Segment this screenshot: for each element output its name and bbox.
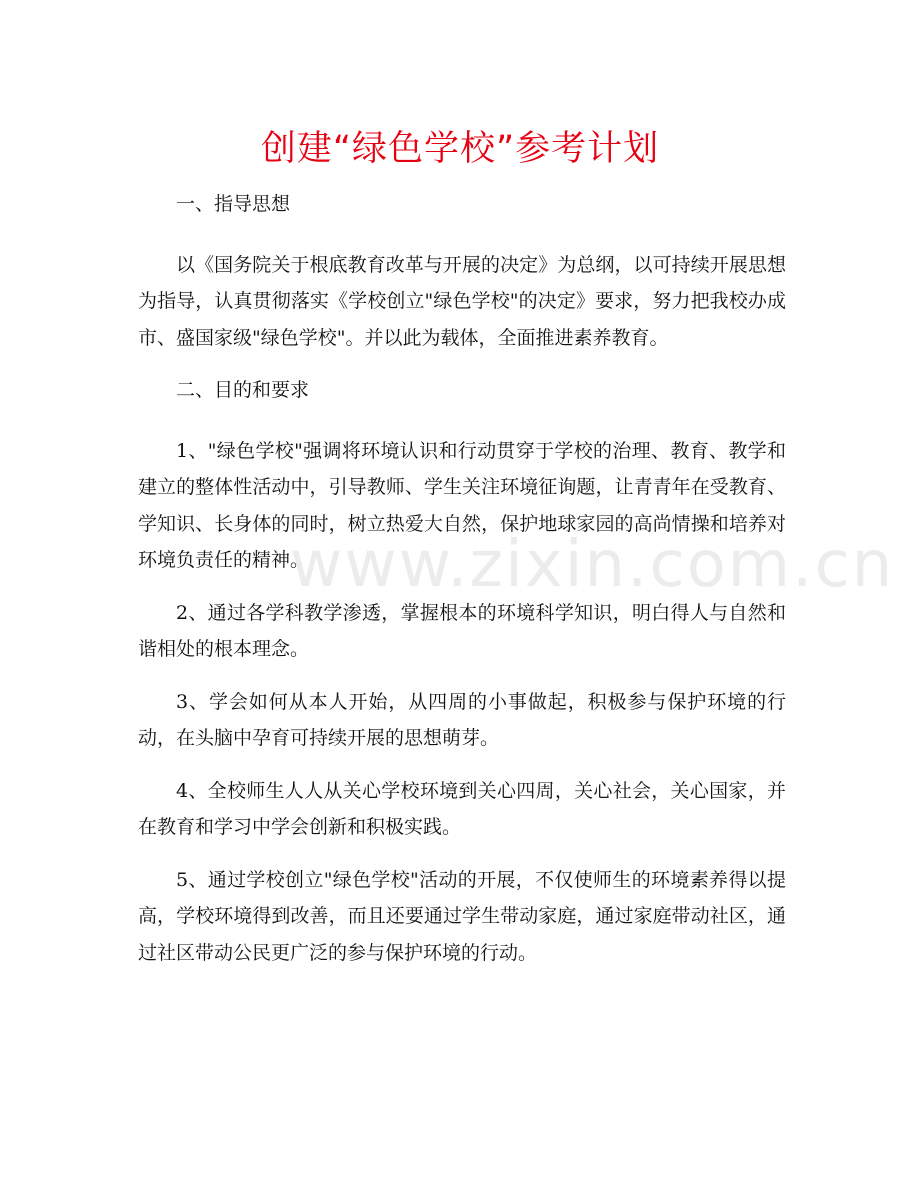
section-heading-goals-requirements: 二、目的和要求 — [176, 379, 310, 401]
watermark-text: www.zixin.com.cn — [290, 528, 895, 602]
paragraph-item-5: 5、通过学校创立"绿色学校"活动的开展，不仅使师生的环境素养得以提高，学校环境得到改善，而且还要通过学生带动家庭，通过家庭带动社区，通过社区带动公民更广泛的参与保护环境的行动。 — [138, 868, 786, 964]
paragraph-guiding-thought: 以《国务院关于根底教育改革与开展的决定》为总纲，以可持续开展思想为指导，认真贯彻落实《学校创立"绿色学校"的决定》要求，努力把我校办成市、盛国家级"绿色学校"。并以此为载体，全面推进素养教育。 — [138, 253, 786, 349]
document-body — [138, 186, 786, 987]
paragraph-item-4: 4、全校师生人人从关心学校环境到关心四周，关心社会，关心国家，并在教育和学习中学会创新和积极实践。 — [138, 779, 786, 838]
paragraph-item-2: 2、通过各学科教学渗透，掌握根本的环境科学知识，明白得人与自然和谐相处的根本理念。 — [138, 601, 786, 660]
paragraph-item-3: 3、学会如何从本人开始，从四周的小事做起，积极参与保护环境的行动，在头脑中孕育可持续开展的思想萌芽。 — [138, 690, 786, 749]
section-heading-guiding-thought: 一、指导思想 — [176, 193, 291, 215]
paragraph-item-1: 1、"绿色学校"强调将环境认识和行动贯穿于学校的治理、教育、教学和建立的整体性活动中，引导教师、学生关注环境征询题，让青青年在受教育、学知识、长身体的同时，树立热爱大自然，保护地球家园的高尚情操和培养对环境负责任的精神。 — [138, 439, 786, 571]
document-title: 创建“绿色学校”参考计划 — [260, 129, 660, 169]
